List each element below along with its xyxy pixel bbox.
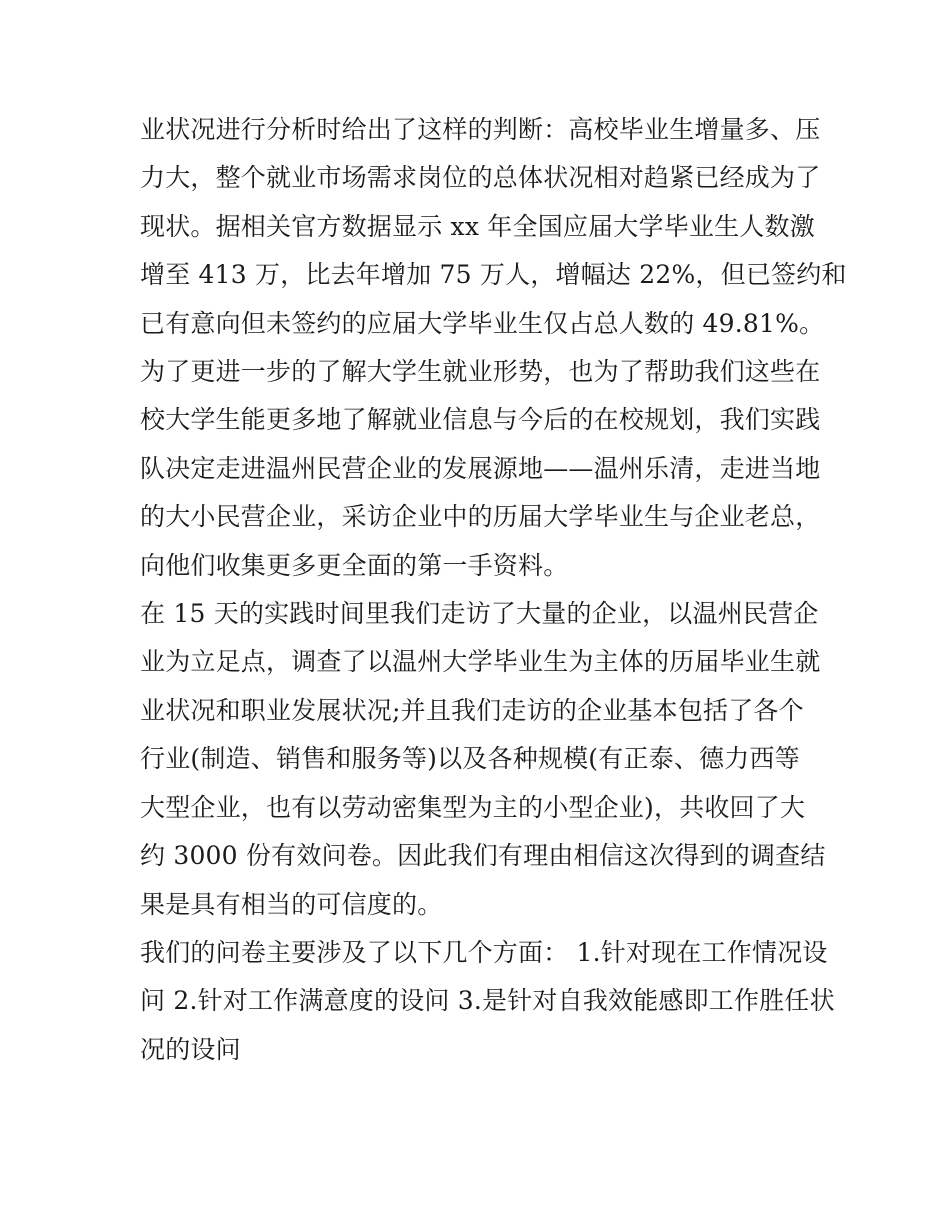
paragraph-questionnaire-aspects: [140, 929, 835, 1074]
paragraph-practice-purpose: [140, 348, 821, 590]
text-line: 大型企业，也有以劳动密集型为主的小型企业)，共收回了大: [140, 792, 806, 822]
text-line: 校大学生能更多地了解就业信息与今后的在校规划，我们实践: [140, 405, 821, 435]
text-line: 现状。据相关官方数据显示 xx 年全国应届大学毕业生人数激: [140, 211, 815, 241]
text-line: 向他们收集更多更全面的第一手资料。: [140, 550, 569, 580]
text-line: 业状况和职业发展状况;并且我们走访的企业基本包括了各个: [140, 695, 804, 725]
text-line: 队决定走进温州民营企业的发展源地——温州乐清，走进当地: [140, 453, 821, 483]
text-line: 为了更进一步的了解大学生就业形势，也为了帮助我们这些在: [140, 357, 821, 387]
paragraph-employment-situation: [140, 106, 847, 348]
text-line: 行业(制造、销售和服务等)以及各种规模(有正泰、德力西等: [140, 744, 800, 774]
text-line: 已有意向但未签约的应届大学毕业生仅占总人数的 49.81%。: [140, 308, 825, 338]
text-line: 业状况进行分析时给出了这样的判断：高校毕业生增量多、压: [140, 115, 821, 144]
text-line: 力大，整个就业市场需求岗位的总体状况相对趋紧已经成为了: [140, 163, 821, 193]
text-line: 况的设问: [140, 1034, 241, 1064]
document-body: [140, 106, 847, 1074]
paragraph-survey-scope: [140, 590, 826, 929]
text-line: 增至 413 万，比去年增加 75 万人，增幅达 22%，但已签约和: [140, 260, 847, 290]
text-line: 问 2.针对工作满意度的设问 3.是针对自我效能感即工作胜任状: [140, 986, 835, 1016]
text-line: 约 3000 份有效问卷。因此我们有理由相信这次得到的调查结: [140, 841, 826, 871]
text-line: 的大小民营企业，采访企业中的历届大学毕业生与企业老总，: [140, 502, 821, 532]
text-line: 我们的问卷主要涉及了以下几个方面： 1.针对现在工作情况设: [140, 937, 828, 967]
text-line: 在 15 天的实践时间里我们走访了大量的企业，以温州民营企: [140, 599, 819, 629]
text-line: 业为立足点，调查了以温州大学毕业生为主体的历届毕业生就: [140, 647, 821, 677]
text-line: 果是具有相当的可信度的。: [140, 889, 443, 919]
